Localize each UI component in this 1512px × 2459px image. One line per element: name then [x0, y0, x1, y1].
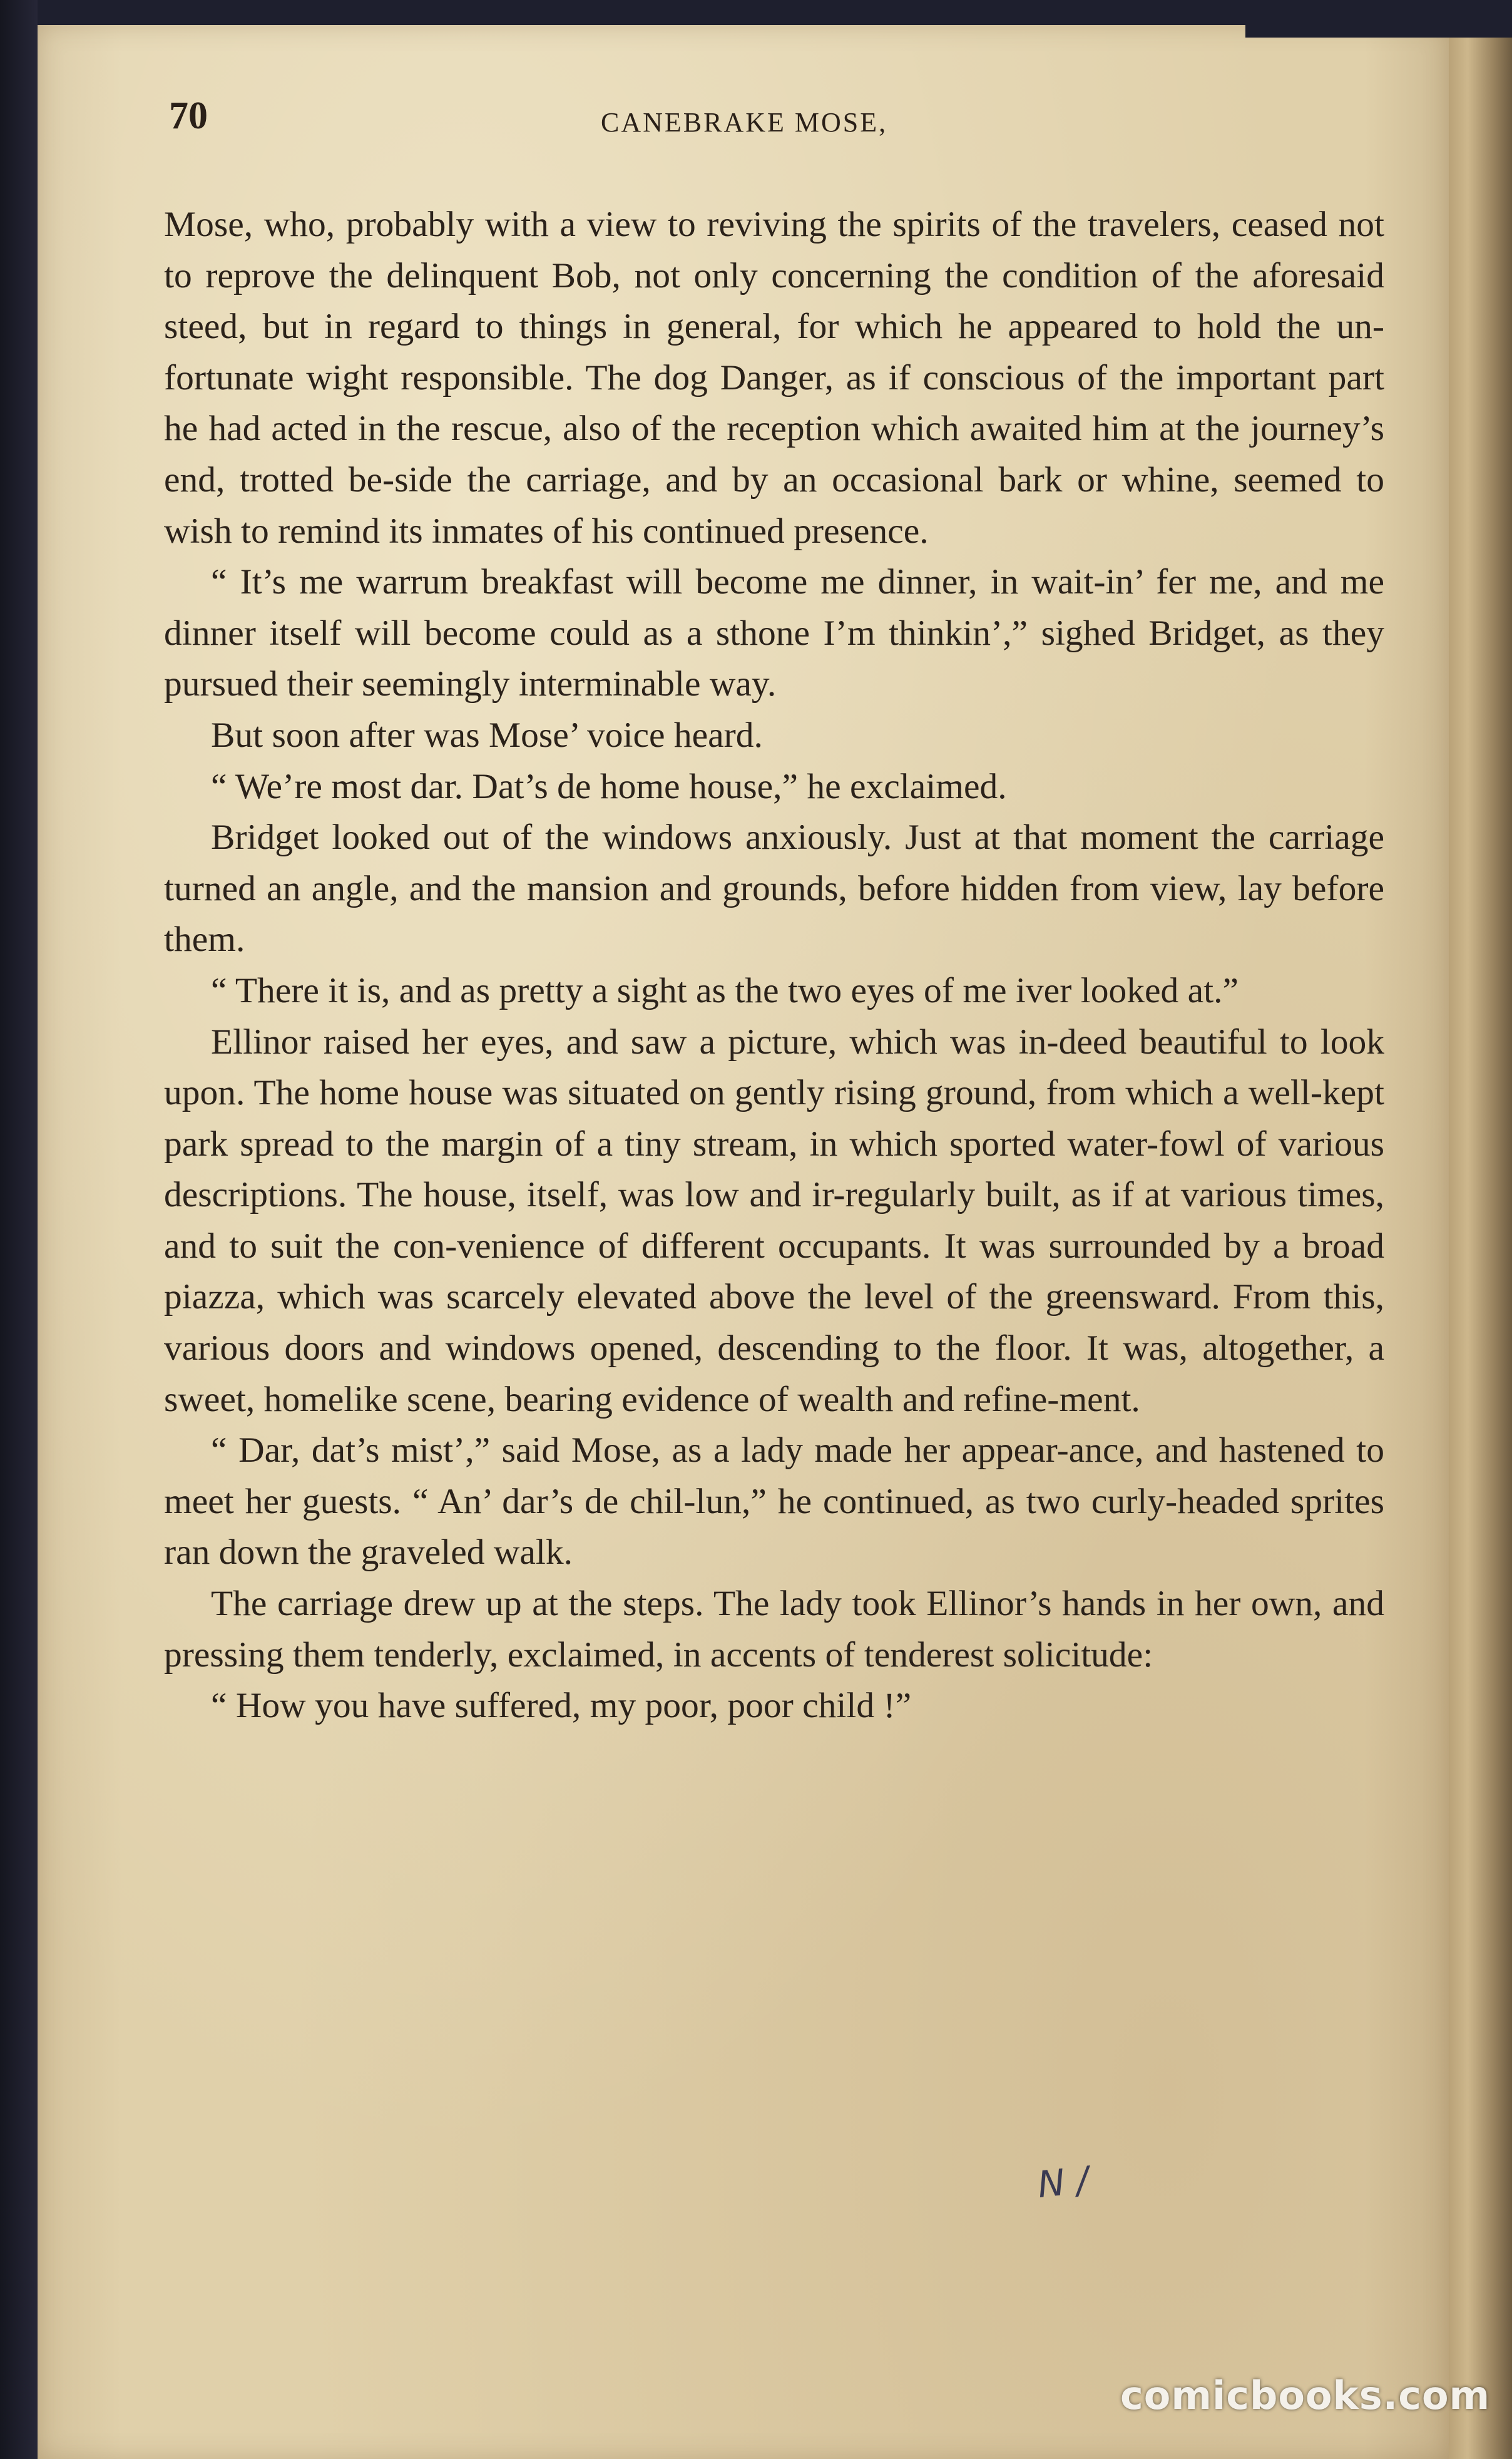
- watermark: comicbooks.com: [1120, 2373, 1491, 2418]
- pencil-annotation: N /: [1035, 2158, 1091, 2207]
- page-number: 70: [169, 95, 208, 137]
- paragraph-2: “ It’s me warrum breakfast will become me dinner, in wait-in’ fer me, and me dinner itself will become could as a sthone I’m thinkin’,” sighed Bridget, as they pursued their seemingly interminable way.: [164, 562, 1384, 704]
- running-head: CANEBRAKE MOSE,: [601, 107, 888, 138]
- adjacent-page-edge: [1449, 19, 1512, 2459]
- paragraph-10: “ How you have suffered, my poor, poor child !”: [211, 1686, 912, 1726]
- paragraph-3: But soon after was Mose’ voice heard.: [211, 715, 763, 755]
- page-header: [169, 94, 1358, 157]
- paragraph-4: “ We’re most dar. Dat’s de home house,” he exclaimed.: [211, 766, 1007, 806]
- paragraph-1: Mose, who, probably with a view to reviving the spirits of the travelers, ceased not to reprove the delinquent Bob, not only concerning the condition of the aforesaid steed, but in regard to things in general, for which he appeared to hold the un-fortunate wight responsible. The dog Danger, as if conscious of the important part he had acted in the rescue, also of the reception which awaited him at the journey’s end, trotted be-side the carriage, and by an occasional bark or whine, seemed to wish to remind its inmates of his continued presence.: [164, 205, 1384, 551]
- book-spine-shadow: [0, 0, 38, 2459]
- paragraph-8: “ Dar, dat’s mist’,” said Mose, as a lady made her appear-ance, and hastened to meet her guests. “ An’ dar’s de chil-lun,” he continued, as two curly-headed sprites ran down the graveled walk.: [164, 1430, 1384, 1573]
- paragraph-9: The carriage drew up at the steps. The lady took Ellinor’s hands in her own, and pressing them tenderly, exclaimed, in accents of tenderest solicitude:: [164, 1584, 1384, 1675]
- paragraph-6: “ There it is, and as pretty a sight as the two eyes of me iver looked at.”: [211, 970, 1239, 1010]
- paragraph-5: Bridget looked out of the windows anxiously. Just at that moment the carriage turned an angle, and the mansion and grounds, before hidden from view, lay before them.: [164, 818, 1384, 960]
- paragraph-7: Ellinor raised her eyes, and saw a picture, which was in-deed beautiful to look upon. The home house was situated on gently rising ground, from which a well-kept park spread to the margin of a tiny stream, in which sported water-fowl of various descriptions. The house, itself, was low and ir-regularly built, as if at various times, and to suit the con-venience of different occupants. It was surrounded by a broad piazza, which was scarcely elevated above the level of the greensward. From this, various doors and windows opened, descending to the floor. It was, altogether, a sweet, homelike scene, bearing evidence of wealth and refine-ment.: [164, 1022, 1384, 1419]
- body-text: [164, 199, 1384, 1732]
- background-corner: [1245, 0, 1512, 38]
